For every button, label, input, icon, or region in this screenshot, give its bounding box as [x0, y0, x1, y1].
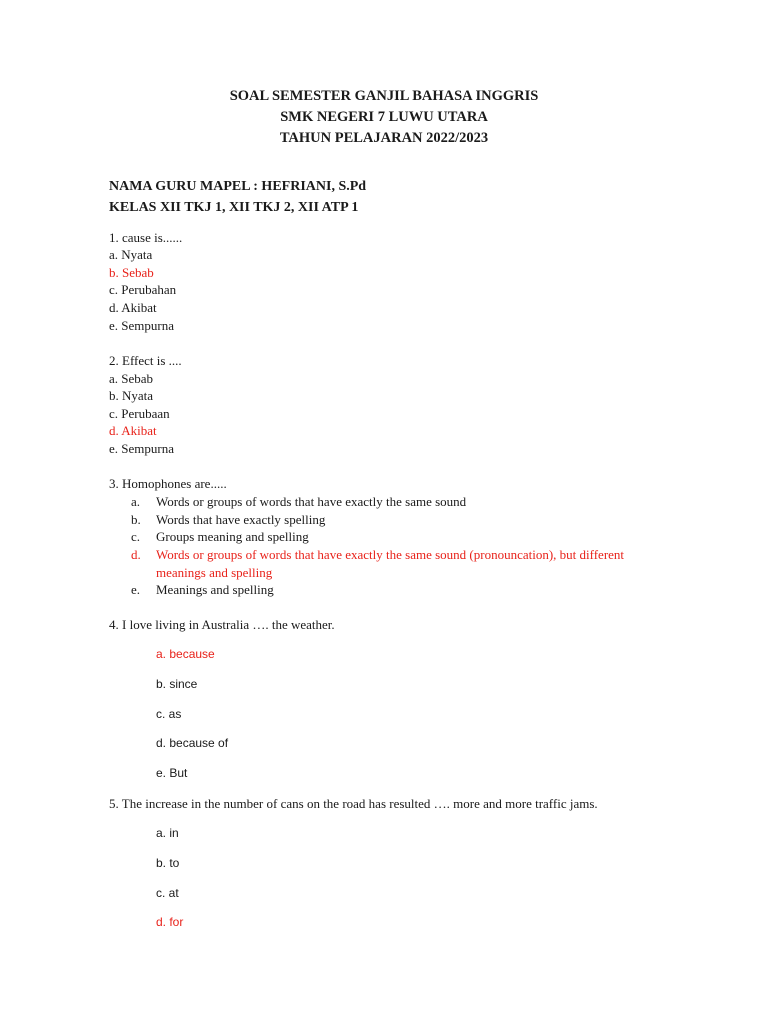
q5-option-b: b. to: [156, 856, 180, 870]
q4-option-b: b. since: [156, 677, 198, 691]
q3-option-c: Groups meaning and spelling: [156, 529, 309, 544]
q3-option-d-answer: Words or groups of words that have exactly the same sound (pronouncation), but different: [156, 547, 625, 562]
document-header: [0, 86, 768, 149]
q1-option-d: d. Akibat: [109, 300, 157, 315]
q2-option-d-answer: d. Akibat: [109, 423, 157, 438]
header-year: TAHUN PELAJARAN 2022/2023: [279, 130, 489, 146]
q1-option-c: c. Perubahan: [109, 282, 177, 297]
q3-letter-b: b.: [131, 512, 141, 527]
q2-option-c: c. Perubaan: [109, 406, 170, 421]
q1-option-b-answer: b. Sebab: [109, 265, 154, 280]
q4-option-e: e. But: [156, 766, 188, 780]
q3-option-e: Meanings and spelling: [156, 582, 274, 597]
question-3-text: 3. Homophones are.....: [109, 476, 227, 491]
q3-letter-e: e.: [131, 582, 141, 597]
question-5-text: 5. The increase in the number of cans on the road has resulted …. more and more traffic jams.: [109, 796, 598, 811]
q5-option-d-answer: d. for: [156, 915, 184, 929]
q4-option-d: d. because of: [156, 736, 229, 750]
q1-option-e: e. Sempurna: [109, 318, 174, 333]
q3-option-d-answer-cont: meanings and spelling: [156, 565, 273, 580]
q1-option-a: a. Nyata: [109, 247, 153, 262]
q3-letter-d-answer: d.: [131, 547, 141, 562]
q4-option-a-answer: a. because: [156, 647, 215, 661]
class-list: KELAS XII TKJ 1, XII TKJ 2, XII ATP 1: [109, 200, 359, 215]
q4-option-c: c. as: [156, 707, 182, 721]
q5-option-c: c. at: [156, 886, 179, 900]
q3-option-a: Words or groups of words that have exactly the same sound: [156, 494, 467, 509]
q3-letter-c: c.: [131, 529, 141, 544]
question-4-text: 4. I love living in Australia …. the weather.: [109, 617, 335, 632]
question-1-text: 1. cause is......: [109, 230, 183, 245]
teacher-name: NAMA GURU MAPEL : HEFRIANI, S.Pd: [109, 179, 367, 194]
q2-option-a: a. Sebab: [109, 371, 154, 386]
header-title: SOAL SEMESTER GANJIL BAHASA INGGRIS: [229, 88, 539, 104]
q3-option-b: Words that have exactly spelling: [156, 512, 326, 527]
q5-option-a: a. in: [156, 826, 179, 840]
q3-letter-a: a.: [131, 494, 141, 509]
q2-option-b: b. Nyata: [109, 388, 154, 403]
exam-meta: [109, 176, 366, 218]
q2-option-e: e. Sempurna: [109, 441, 174, 456]
header-school: SMK NEGERI 7 LUWU UTARA: [280, 109, 488, 125]
question-2-text: 2. Effect is ....: [109, 353, 182, 368]
